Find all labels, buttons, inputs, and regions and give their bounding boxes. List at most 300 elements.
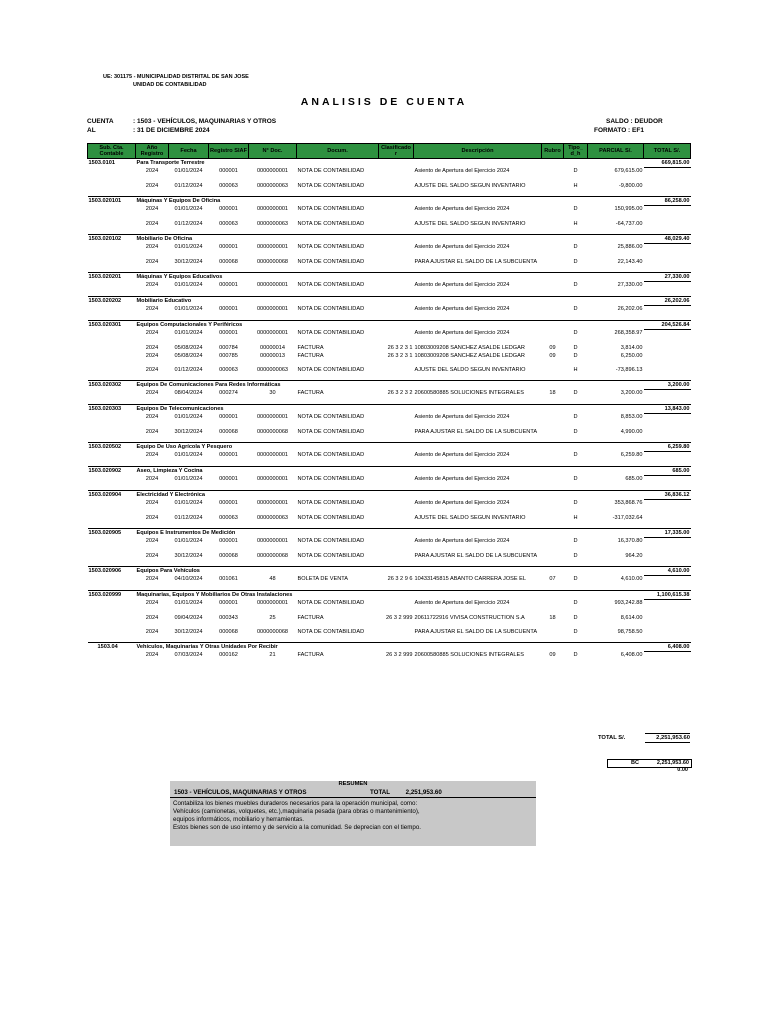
row-anio: 2024 <box>145 282 159 289</box>
summary-line: equipos informáticos, mobiliario y herramientas. <box>173 816 305 823</box>
empty-cell <box>88 576 136 585</box>
spacer-cell <box>88 660 691 666</box>
row-rubro <box>542 306 564 315</box>
row-rubro <box>542 500 564 509</box>
row-tipo-dh: D <box>573 628 578 635</box>
row-ndoc: 0000000063 <box>256 366 289 373</box>
section-code: 1503.020101 <box>88 197 136 206</box>
summary-account: 1503 - VEHÍCULOS, MAQUINARIAS Y OTROS <box>174 789 307 796</box>
row-clasificador <box>379 476 414 485</box>
row-descripcion: AJUSTE DEL SALDO SEGUN INVENTARIO <box>414 182 526 189</box>
col-docum: Docum. <box>297 144 379 159</box>
account-analysis-table <box>87 143 691 666</box>
row-tipo-dh: H <box>573 514 578 521</box>
row-fecha: 05/08/2024 <box>174 352 203 359</box>
empty-cell <box>644 500 691 509</box>
row-clasificador: 26 3 2 999 <box>386 652 413 659</box>
row-ndoc: 0000000001 <box>256 500 289 507</box>
section-name: Maquinarias, Equipos Y Mobiliarios De Otras Instalaciones <box>136 591 644 600</box>
row-tipo-dh: H <box>573 366 578 373</box>
section-code: 1503.020102 <box>88 235 136 244</box>
row-siaf: 000001 <box>219 600 238 607</box>
bc-value: 2,251,953.60 <box>656 760 689 766</box>
row-siaf: 000784 <box>219 344 238 351</box>
row-ndoc: 0000000068 <box>256 552 289 559</box>
row-descripcion: Asiento de Apertura del Ejercicio 2024 <box>414 452 510 459</box>
row-rubro <box>542 476 564 485</box>
row-tipo-dh: D <box>573 206 578 213</box>
row-tipo-dh: D <box>573 344 578 351</box>
row-fecha: 01/01/2024 <box>174 168 203 175</box>
empty-cell <box>88 428 136 436</box>
table-row <box>88 538 691 547</box>
section-row <box>88 643 691 652</box>
section-code: 1503.0101 <box>88 159 136 168</box>
section-name: Máquinas Y Equipos De Oficina <box>136 197 644 206</box>
table-row <box>88 390 691 399</box>
row-docum: BOLETA DE VENTA <box>297 576 348 583</box>
section-code: 1503.020301 <box>88 321 136 330</box>
row-docum: FACTURA <box>297 390 324 397</box>
section-total: 27,330.00 <box>644 273 691 282</box>
row-clasificador <box>379 500 414 509</box>
row-siaf: 000785 <box>219 352 238 359</box>
empty-cell <box>644 366 691 374</box>
row-rubro <box>542 600 564 609</box>
row-parcial: 26,202.06 <box>617 306 643 313</box>
row-docum: NOTA DE CONTABILIDAD <box>297 258 365 265</box>
row-descripcion: 20600580885 SOLUCIONES INTEGRALES <box>414 390 524 397</box>
ue-line: UE: 301175 - MUNICIPALIDAD DISTRITAL DE SAN JOSE <box>103 74 249 80</box>
table-row <box>88 652 691 661</box>
row-clasificador <box>379 220 414 228</box>
section-total: 669,815.00 <box>644 159 691 168</box>
row-fecha: 01/12/2024 <box>174 514 203 521</box>
summary-line: Contabiliza los bienes muebles duraderos necesarios para la operación municipal, como: <box>173 800 418 807</box>
section-row <box>88 567 691 576</box>
section-code: 1503.020904 <box>88 491 136 500</box>
row-rubro: 07 <box>549 576 556 583</box>
row-siaf: 000068 <box>219 258 238 265</box>
row-descripcion: 20611722916 VIVISA CONSTRUCTION S.A <box>414 614 525 621</box>
row-ndoc: 0000000001 <box>256 168 289 175</box>
row-anio: 2024 <box>145 428 159 435</box>
formato-label: FORMATO : EF1 <box>594 127 644 134</box>
row-ndoc: 30 <box>269 390 276 397</box>
row-fecha: 04/10/2024 <box>174 576 203 583</box>
row-descripcion: PARA AJUSTAR EL SALDO DE LA SUBCUENTA <box>414 552 538 559</box>
total-label: TOTAL S/. <box>598 735 626 741</box>
row-parcial: 25,886.00 <box>617 244 643 251</box>
row-clasificador <box>379 258 414 266</box>
section-row <box>88 529 691 538</box>
row-parcial: 150,995.00 <box>614 206 643 213</box>
section-total: 685.00 <box>644 467 691 476</box>
row-parcial: 6,408.00 <box>620 652 643 659</box>
row-fecha: 01/01/2024 <box>174 282 203 289</box>
row-siaf: 000001 <box>219 452 238 459</box>
row-rubro <box>542 168 564 177</box>
row-rubro <box>542 206 564 215</box>
table-header-row <box>88 144 691 159</box>
empty-cell <box>88 306 136 315</box>
table-row <box>88 282 691 291</box>
row-fecha: 30/12/2024 <box>174 428 203 435</box>
row-rubro <box>542 428 564 436</box>
empty-cell <box>644 330 691 339</box>
row-tipo-dh: D <box>573 452 578 459</box>
row-docum: NOTA DE CONTABILIDAD <box>297 282 365 289</box>
row-clasificador <box>379 452 414 461</box>
row-descripcion: AJUSTE DEL SALDO SEGUN INVENTARIO <box>414 514 526 521</box>
row-ndoc: 0000000001 <box>256 282 289 289</box>
row-parcial: -64,737.00 <box>615 220 643 227</box>
empty-cell <box>88 168 136 177</box>
table-row <box>88 576 691 585</box>
row-anio: 2024 <box>145 614 159 621</box>
row-ndoc: 0000000001 <box>256 476 289 483</box>
row-descripcion: AJUSTE DEL SALDO SEGUN INVENTARIO <box>414 220 526 227</box>
section-name: Electricidad Y Electrónica <box>136 491 644 500</box>
row-fecha: 01/01/2024 <box>174 538 203 545</box>
summary-total-label: TOTAL <box>370 789 390 796</box>
section-total: 3,200.00 <box>644 381 691 390</box>
row-siaf: 000068 <box>219 428 238 435</box>
row-siaf: 000274 <box>219 390 238 397</box>
row-docum: NOTA DE CONTABILIDAD <box>297 206 365 213</box>
table-body <box>88 159 691 667</box>
row-ndoc: 0000000063 <box>256 220 289 227</box>
row-docum: NOTA DE CONTABILIDAD <box>297 330 365 337</box>
row-clasificador <box>379 600 414 609</box>
empty-cell <box>88 352 136 360</box>
row-clasificador <box>379 628 414 636</box>
row-fecha: 30/12/2024 <box>174 552 203 559</box>
row-descripcion: Asiento de Apertura del Ejercicio 2024 <box>414 538 510 545</box>
row-parcial: 993,242.88 <box>614 600 643 607</box>
table-row <box>88 428 691 436</box>
row-clasificador <box>379 206 414 215</box>
row-clasificador: 26 3 2 3 1 <box>387 352 413 359</box>
row-parcial: 685.00 <box>625 476 643 483</box>
row-tipo-dh: D <box>573 282 578 289</box>
row-clasificador <box>379 538 414 547</box>
row-descripcion: Asiento de Apertura del Ejercicio 2024 <box>414 414 510 421</box>
row-parcial: 3,814.00 <box>620 344 643 351</box>
row-docum: NOTA DE CONTABILIDAD <box>297 168 365 175</box>
col-fecha: Fecha <box>169 144 209 159</box>
row-anio: 2024 <box>145 514 159 521</box>
row-fecha: 01/01/2024 <box>174 452 203 459</box>
section-total: 86,258.00 <box>644 197 691 206</box>
section-total: 6,408.00 <box>644 643 691 652</box>
bc-label: BC <box>631 760 639 766</box>
col-sub-cta: Sub. Cta. Contable <box>88 144 136 159</box>
row-fecha: 07/03/2024 <box>174 652 203 659</box>
section-name: Equipo De Uso Agrícola Y Pesquero <box>136 443 644 452</box>
section-row <box>88 159 691 168</box>
table-row <box>88 352 691 360</box>
section-total: 13,843.00 <box>644 405 691 414</box>
row-clasificador <box>379 306 414 315</box>
row-descripcion: Asiento de Apertura del Ejercicio 2024 <box>414 306 510 313</box>
row-parcial: 964.20 <box>625 552 643 559</box>
section-row <box>88 321 691 330</box>
row-anio: 2024 <box>145 344 159 351</box>
row-anio: 2024 <box>145 206 159 213</box>
section-total: 48,029.40 <box>644 235 691 244</box>
row-descripcion: Asiento de Apertura del Ejercicio 2024 <box>414 244 510 251</box>
empty-cell <box>644 600 691 609</box>
table-row <box>88 452 691 461</box>
col-siaf: Registro SIAF <box>209 144 249 159</box>
row-docum: NOTA DE CONTABILIDAD <box>297 414 365 421</box>
section-row <box>88 235 691 244</box>
empty-cell <box>88 244 136 253</box>
row-clasificador <box>379 366 414 374</box>
row-siaf: 000068 <box>219 552 238 559</box>
row-parcial: -317,032.64 <box>612 514 643 521</box>
section-total: 6,259.80 <box>644 443 691 452</box>
row-ndoc: 00000013 <box>260 352 285 359</box>
empty-cell <box>644 244 691 253</box>
row-siaf: 000001 <box>219 500 238 507</box>
row-ndoc: 0000000001 <box>256 206 289 213</box>
row-ndoc: 25 <box>269 614 276 621</box>
row-anio: 2024 <box>145 366 159 373</box>
col-clasificador: Clasificado r <box>379 144 414 159</box>
empty-cell <box>88 182 136 190</box>
page-title: ANALISIS DE CUENTA <box>300 96 468 108</box>
row-anio: 2024 <box>145 476 159 483</box>
al-label: AL <box>87 127 96 134</box>
empty-cell <box>88 476 136 485</box>
section-code: 1503.020201 <box>88 273 136 282</box>
col-rubro: Rubro <box>542 144 564 159</box>
row-clasificador: 26 3 2 3 1 <box>387 344 413 351</box>
row-descripcion: Asiento de Apertura del Ejercicio 2024 <box>414 168 510 175</box>
row-anio: 2024 <box>145 628 159 635</box>
table-row <box>88 330 691 339</box>
section-name: Máquinas Y Equipos Educativos <box>136 273 644 282</box>
row-siaf: 000063 <box>219 182 238 189</box>
table-row <box>88 206 691 215</box>
empty-cell <box>644 414 691 423</box>
row-descripcion: PARA AJUSTAR EL SALDO DE LA SUBCUENTA <box>414 258 538 265</box>
row-ndoc: 21 <box>269 652 276 659</box>
section-row <box>88 273 691 282</box>
empty-cell <box>88 628 136 636</box>
table-row <box>88 476 691 485</box>
row-tipo-dh: D <box>573 600 578 607</box>
section-name: Para Transporte Terrestre <box>136 159 644 168</box>
row-rubro <box>542 628 564 636</box>
row-descripcion: 10803009208 SANCHEZ ASALDE LEDGAR <box>414 344 525 351</box>
row-parcial: 8,853.00 <box>620 414 643 421</box>
row-rubro <box>542 552 564 560</box>
row-rubro <box>542 282 564 291</box>
row-fecha: 01/01/2024 <box>174 306 203 313</box>
row-parcial: 268,358.97 <box>614 330 643 337</box>
section-total: 17,335.00 <box>644 529 691 538</box>
row-docum: FACTURA <box>297 344 324 351</box>
section-name: Equipos Computacionales Y Periféricos <box>136 321 644 330</box>
summary-divider <box>170 797 536 798</box>
row-rubro <box>542 514 564 522</box>
section-row <box>88 443 691 452</box>
section-row <box>88 297 691 306</box>
row-tipo-dh: D <box>573 258 578 265</box>
table-row <box>88 500 691 509</box>
row-docum: NOTA DE CONTABILIDAD <box>297 600 365 607</box>
row-fecha: 01/12/2024 <box>174 366 203 373</box>
row-ndoc: 0000000068 <box>256 428 289 435</box>
row-siaf: 000001 <box>219 306 238 313</box>
row-descripcion: Asiento de Apertura del Ejercicio 2024 <box>414 476 510 483</box>
col-descripcion: Descripción <box>414 144 542 159</box>
section-name: Mobiliario De Oficina <box>136 235 644 244</box>
row-ndoc: 0000000063 <box>256 514 289 521</box>
row-clasificador <box>379 282 414 291</box>
row-fecha: 01/01/2024 <box>174 414 203 421</box>
row-fecha: 01/01/2024 <box>174 500 203 507</box>
row-siaf: 000343 <box>219 614 238 621</box>
row-parcial: 27,330.00 <box>617 282 643 289</box>
section-total: 1,100,615.38 <box>644 591 691 600</box>
row-descripcion: Asiento de Apertura del Ejercicio 2024 <box>414 600 510 607</box>
row-clasificador <box>379 552 414 560</box>
section-code: 1503.020902 <box>88 467 136 476</box>
row-siaf: 000001 <box>219 330 238 337</box>
section-code: 1503.020999 <box>88 591 136 600</box>
row-parcial: 6,250.00 <box>620 352 643 359</box>
row-anio: 2024 <box>145 258 159 265</box>
row-siaf: 001061 <box>219 576 238 583</box>
row-rubro: 18 <box>549 390 556 397</box>
row-rubro <box>542 244 564 253</box>
row-rubro <box>542 366 564 374</box>
row-docum: FACTURA <box>297 652 324 659</box>
col-tipo-dh: Tipo_ d_h <box>564 144 588 159</box>
row-siaf: 000162 <box>219 652 238 659</box>
section-total: 4,610.00 <box>644 567 691 576</box>
row-fecha: 01/01/2024 <box>174 330 203 337</box>
row-docum: NOTA DE CONTABILIDAD <box>297 452 365 459</box>
summary-line: Vehículos (camionetas, volquetes, etc.),maquinaria pesada (para obras o mantenimiento), <box>173 808 420 815</box>
section-row <box>88 591 691 600</box>
row-siaf: 000001 <box>219 206 238 213</box>
empty-cell <box>88 220 136 228</box>
empty-cell <box>88 614 136 622</box>
row-tipo-dh: H <box>573 220 578 227</box>
row-tipo-dh: D <box>573 500 578 507</box>
row-siaf: 000063 <box>219 514 238 521</box>
row-rubro <box>542 220 564 228</box>
row-fecha: 05/08/2024 <box>174 344 203 351</box>
row-ndoc: 0000000001 <box>256 330 289 337</box>
table-row <box>88 514 691 522</box>
row-rubro: 09 <box>549 652 556 659</box>
row-anio: 2024 <box>145 352 159 359</box>
section-total: 204,526.84 <box>644 321 691 330</box>
row-siaf: 000063 <box>219 220 238 227</box>
empty-cell <box>644 220 691 228</box>
empty-cell <box>644 182 691 190</box>
row-clasificador <box>379 414 414 423</box>
row-fecha: 08/04/2024 <box>174 390 203 397</box>
row-rubro <box>542 182 564 190</box>
section-name: Equipos De Telecomunicaciones <box>136 405 644 414</box>
total-value: 2,251,953.60 <box>645 733 690 743</box>
difference-value: 0.00 <box>677 767 688 773</box>
empty-cell <box>88 600 136 609</box>
row-parcial: 3,200.00 <box>620 390 643 397</box>
row-rubro <box>542 538 564 547</box>
row-siaf: 000068 <box>219 628 238 635</box>
section-name: Equipos De Comunicaciones Para Redes Informáticas <box>136 381 644 390</box>
row-clasificador: 26 3 2 9 6 <box>387 576 413 583</box>
row-descripcion: PARA AJUSTAR EL SALDO DE LA SUBCUENTA <box>414 428 538 435</box>
table-row <box>88 628 691 636</box>
col-parcial: PARCIAL S/. <box>588 144 644 159</box>
empty-cell <box>644 614 691 622</box>
section-name: Vehículos, Maquinarias Y Otras Unidades Por Recibir <box>136 643 644 652</box>
empty-cell <box>88 552 136 560</box>
row-parcial: -9,800.00 <box>618 182 643 189</box>
row-anio: 2024 <box>145 330 159 337</box>
table-row <box>88 220 691 228</box>
cuenta-value: : 1503 - VEHÍCULOS, MAQUINARIAS Y OTROS <box>133 118 277 125</box>
summary-total-value: 2,251,953.60 <box>405 789 442 796</box>
row-parcial: 16,370.80 <box>617 538 643 545</box>
row-rubro <box>542 414 564 423</box>
empty-cell <box>88 344 136 352</box>
summary-total <box>370 789 442 796</box>
row-clasificador: 26 3 2 3 2 <box>387 390 413 397</box>
row-parcial: 98,758.50 <box>617 628 643 635</box>
row-tipo-dh: D <box>573 352 578 359</box>
row-rubro: 09 <box>549 352 556 359</box>
row-docum: NOTA DE CONTABILIDAD <box>297 306 365 313</box>
row-descripcion: 10433145815 ABANTO CARRERA JOSE EL <box>414 576 527 583</box>
empty-cell <box>88 390 136 399</box>
section-code: 1503.020905 <box>88 529 136 538</box>
empty-cell <box>644 352 691 360</box>
row-descripcion: 20600580885 SOLUCIONES INTEGRALES <box>414 652 524 659</box>
row-anio: 2024 <box>145 168 159 175</box>
empty-cell <box>88 414 136 423</box>
empty-cell <box>644 306 691 315</box>
empty-cell <box>644 282 691 291</box>
empty-cell <box>88 652 136 661</box>
row-fecha: 01/12/2024 <box>174 182 203 189</box>
row-descripcion: Asiento de Apertura del Ejercicio 2024 <box>414 500 510 507</box>
row-rubro: 18 <box>549 614 556 621</box>
section-row <box>88 405 691 414</box>
row-tipo-dh: D <box>573 168 578 175</box>
row-siaf: 000063 <box>219 366 238 373</box>
spacer-row <box>88 660 691 666</box>
row-ndoc: 0000000068 <box>256 628 289 635</box>
row-docum: FACTURA <box>297 614 324 621</box>
empty-cell <box>644 476 691 485</box>
section-code: 1503.020202 <box>88 297 136 306</box>
row-anio: 2024 <box>145 182 159 189</box>
row-anio: 2024 <box>145 576 159 583</box>
empty-cell <box>644 652 691 661</box>
row-anio: 2024 <box>145 552 159 559</box>
summary-line: Estos bienes son de uso interno y de servicio a la comunidad. Se deprecian con el tiempo. <box>173 824 421 831</box>
